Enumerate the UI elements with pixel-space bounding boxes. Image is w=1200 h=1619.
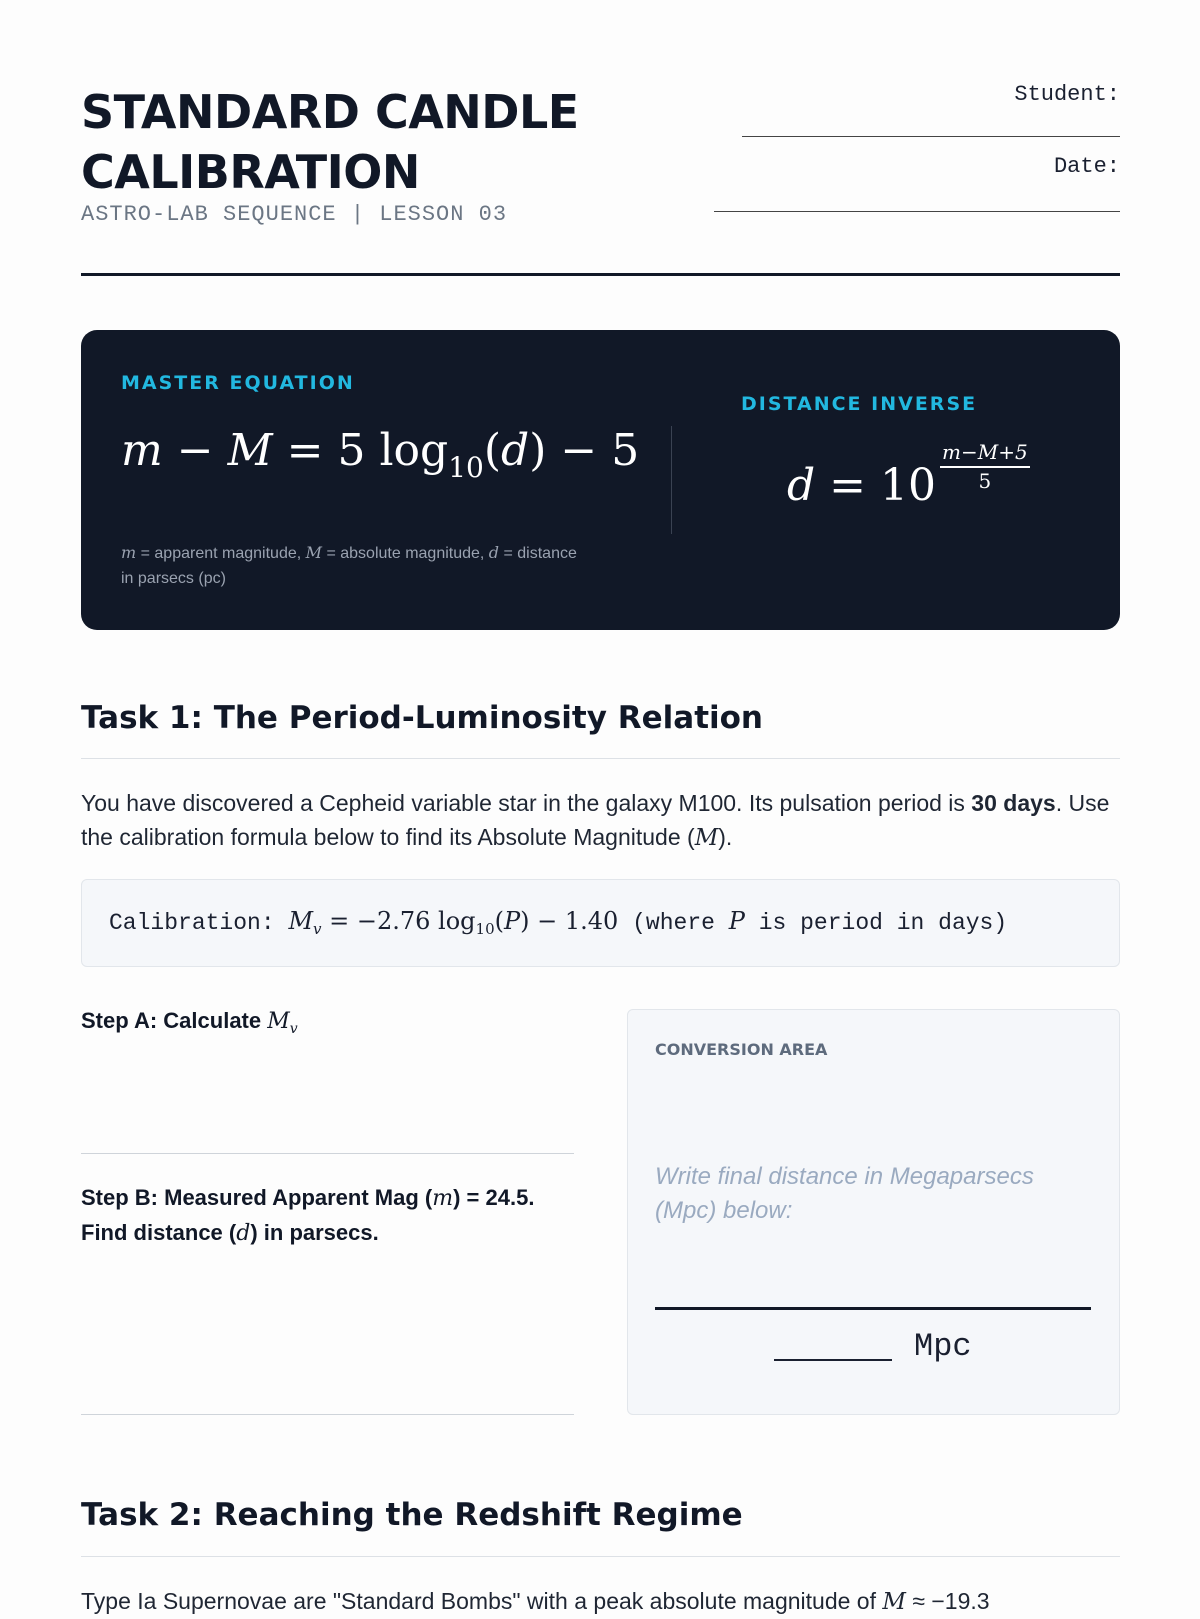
conversion-hint: Write final distance in Megaparsecs (Mpc) below: (655, 1163, 1034, 1224)
task2-title: Task 2: Reaching the Redshift Regime (81, 1497, 743, 1533)
title-line-1: STANDARD CANDLE (81, 85, 579, 139)
task2-divider (81, 1556, 1120, 1557)
master-equation-label: MASTER EQUATION (121, 372, 355, 394)
step-b-label: Step B: Measured Apparent Mag (m) = 24.5. Find distance (d) in parsecs. (81, 1185, 535, 1246)
equation-panel (81, 330, 1120, 630)
conversion-area (627, 1009, 1120, 1415)
header-divider (81, 273, 1120, 276)
task1-title: Task 1: The Period-Luminosity Relation (81, 700, 763, 736)
worksheet-page (81, 0, 1120, 1615)
student-name-field[interactable] (742, 136, 1120, 137)
student-label: Student: (1014, 82, 1120, 107)
step-a-answer-line[interactable] (81, 1153, 574, 1154)
equation-legend: m = apparent magnitude, M = absolute magnitude, d = distance in parsecs (pc) (121, 543, 577, 587)
title-line-2: CALIBRATION (81, 145, 420, 199)
conversion-answer-line[interactable] (655, 1307, 1091, 1310)
step-b-answer-line[interactable] (81, 1414, 574, 1415)
calibration-box (81, 879, 1120, 967)
calibration-formula: Calibration: $M_v = -2.76$ $\log_{10}(P) - 1.40$ (where P is period in days) (109, 907, 1008, 938)
page-title (81, 82, 579, 202)
distance-inverse-label: DISTANCE INVERSE (741, 393, 978, 415)
date-label: Date: (1053, 154, 1120, 179)
date-field[interactable] (714, 211, 1120, 212)
task1-description: You have discovered a Cepheid variable star in the galaxy M100. Its pulsation period is 30 days. Use the calibration formula below to find its Absolute Magnitude (M). (81, 790, 1110, 851)
distance-inverse-equation: d = 10 $\frac{m-M+5}{5}$ (787, 440, 1028, 511)
task2-description: Type Ia Supernovae are "Standard Bombs" with a peak absolute magnitude of M ≈ −19.3 (81, 1588, 990, 1615)
equation-divider (671, 426, 672, 534)
mpc-blank[interactable] (774, 1329, 892, 1361)
conversion-area-label: CONVERSION AREA (655, 1040, 828, 1059)
unit-label: Mpc (914, 1328, 972, 1365)
master-equation: m − M = 5 $\log_{10}(d) - 5$ (121, 425, 640, 484)
lesson-subtitle: ASTRO-LAB SEQUENCE | LESSON 03 (81, 202, 508, 227)
task1-divider (81, 758, 1120, 759)
step-a-label: Step A: Calculate $M_v$ (81, 1008, 298, 1037)
mpc-answer-field[interactable] (774, 1328, 972, 1365)
